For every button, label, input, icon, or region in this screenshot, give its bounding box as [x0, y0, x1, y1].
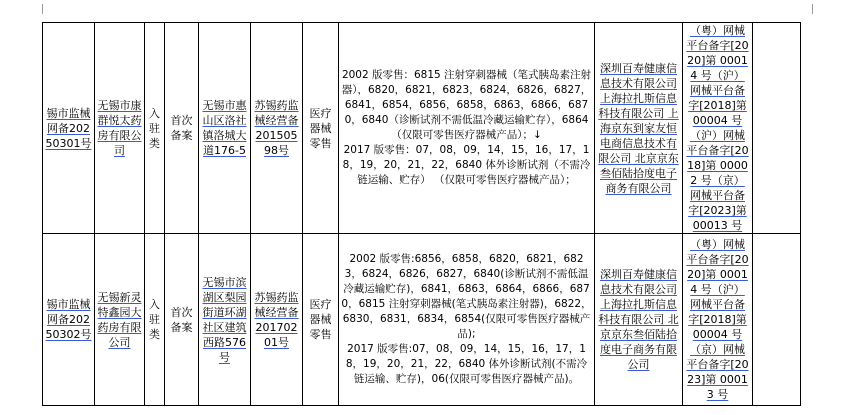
platform-filings-text: （粤）网械平台备字[2020]第 00014 号（沪）网械平台备字[2018]第 00004 号（沪）网械平台备字[2018]第 00002 号（京）网械平台备字[2023]第 00013 号: [686, 24, 749, 232]
platform-filings-cell: [683, 234, 753, 406]
reg-no-text: 锡市监械网备20250302号: [45, 298, 92, 341]
platform-filings-cell: [683, 23, 753, 234]
platforms-text: 深圳百寿健康信息技术有限公司 上海拉扎斯信息科技有限公司 北京京东叁佰陆拾度电子商务有限公司: [598, 268, 679, 371]
action-cell: [145, 23, 165, 234]
company-text: 无锡市康群悦太药房有限公司: [97, 99, 142, 157]
scope-cell: [339, 234, 595, 406]
filing-type-text: 首次备案: [170, 305, 193, 334]
company-cell: [95, 23, 145, 234]
address-text: 无锡市惠山区洛社镇洛城大道176-5: [202, 99, 247, 157]
remarks-cell: [753, 234, 801, 406]
filing-type-cell: [165, 23, 199, 234]
license-text: 苏锡药监械经营备20150598号: [254, 99, 299, 157]
action-text: 入驻类: [149, 106, 160, 150]
action-cell: [145, 234, 165, 406]
company-text: 无锡新灵特鑫园大药房有限公司: [97, 290, 142, 349]
scope-2002: 2002 版零售：6815 注射穿刺器械（笔式胰岛素注射器），6820，6821，6823，6824，6826，6827，6841，6854，6856，6858，6863，6866，6870，6840（诊断试剂不需低温冷藏运输贮存），6864 （仅限可零售医疗器械产品）；↓: [341, 69, 592, 141]
remarks-cell: [753, 23, 801, 234]
scope-2017: 2017 版零售：07，08，09，14，15，16，17，18，19，20，21，22，6840 体外诊断试剂（不需冷链运输、贮存） （仅限可零售医疗器械产品）；: [342, 144, 591, 186]
reg-no-cell: [43, 234, 95, 406]
filing-type-text: 首次备案: [170, 114, 193, 142]
address-text: 无锡市滨湖区梨园街道环湖社区建筑西路576号: [202, 275, 247, 364]
address-cell: [199, 23, 251, 234]
category-cell: [303, 234, 339, 406]
license-cell: [251, 234, 303, 406]
scope-2002: 2002 版零售:6856，6858，6820，6821，6823，6824，6826，6827，6840(诊断试剂不需低温冷藏运输贮存)，6841，6863，6864，6866，6870，6815 注射穿刺器械(笔式胰岛素注射器)，6822，6830，6831，6834，6854(仅限可零售医疗器械产品);: [341, 253, 592, 340]
table-row: [43, 234, 801, 406]
category-text: 医疗器械零售: [309, 298, 332, 341]
registration-table: [42, 22, 801, 406]
platform-filings-text: （粤）网械平台备字[2020]第 00014 号（沪）网械平台备字[2018]第 00004 号（京）网械平台备字[2023]第 00013 号: [686, 238, 749, 401]
license-text: 苏锡药监械经营备20170201号: [254, 290, 299, 349]
address-cell: [199, 234, 251, 406]
scope-cell: [339, 23, 595, 234]
category-cell: [303, 23, 339, 234]
crop-mark-right: [812, 4, 823, 14]
action-text: 入驻类: [149, 298, 160, 341]
category-text: 医疗器械零售: [309, 106, 332, 150]
reg-no-text: 锡市监械网备20250301号: [45, 106, 92, 150]
crop-mark-left: [32, 4, 43, 14]
filing-type-cell: [165, 234, 199, 406]
reg-no-cell: [43, 23, 95, 234]
platforms-cell: [595, 234, 683, 406]
table-row: [43, 23, 801, 234]
platforms-cell: [595, 23, 683, 234]
license-cell: [251, 23, 303, 234]
company-cell: [95, 234, 145, 406]
scope-2017: 2017 版零售:07，08，09，14，15，16，17，18，19，20，21，22，6840 体外诊断试剂(不需冷链运输、贮存)，06(仅限可零售医疗器械产品)。: [345, 343, 588, 385]
platforms-text: 深圳百寿健康信息技术有限公司 上海拉扎斯信息科技有限公司 上海京东到家友恒电商信息技术有限公司 北京京东叁佰陆拾度电子商务有限公司: [598, 61, 679, 195]
